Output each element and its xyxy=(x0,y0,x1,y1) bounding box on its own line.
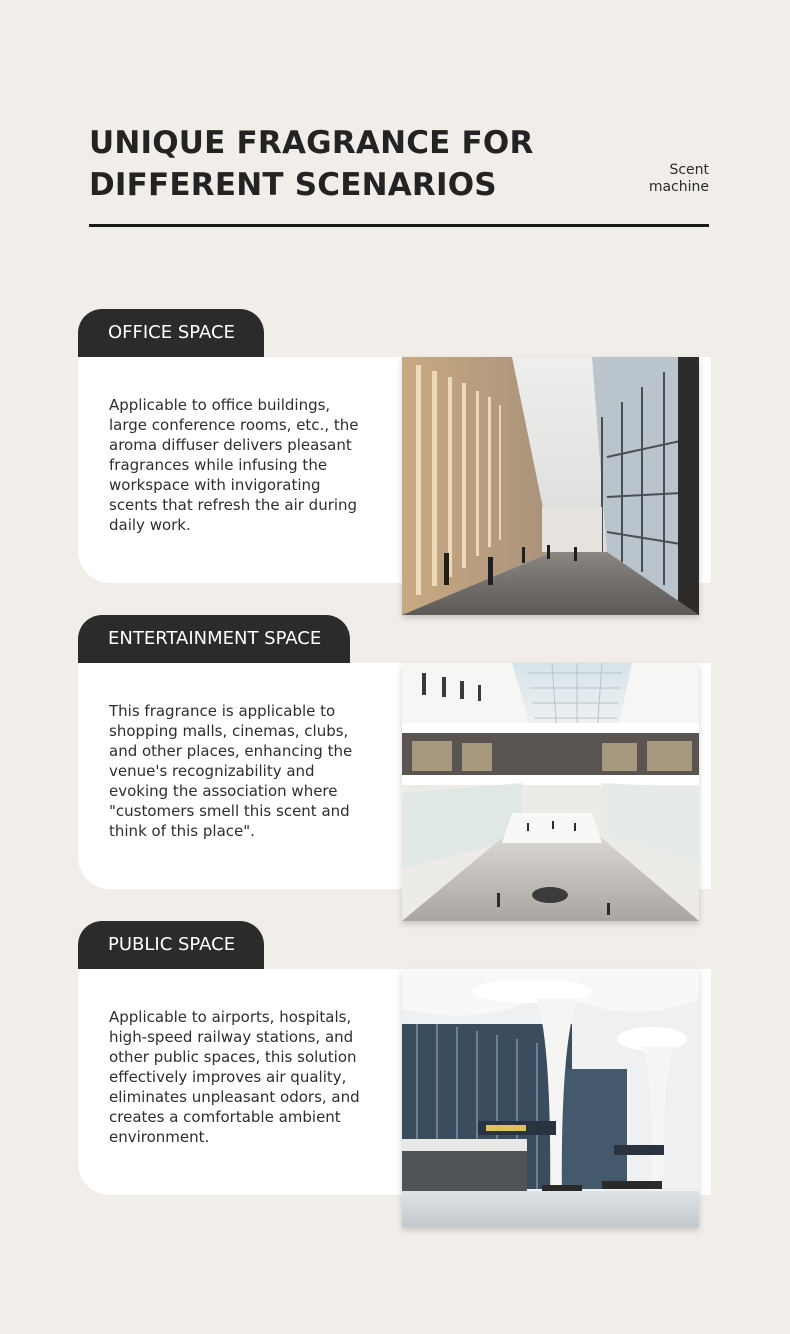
section-description-office: Applicable to office buildings, large conference rooms, etc., the aroma diffuser delivers pleasant fragrances while infusing the workspace with invigorating scents that refresh the air during daily work. xyxy=(109,396,359,534)
section-tab-entertainment: ENTERTAINMENT SPACE xyxy=(78,615,350,663)
section-tab-office: OFFICE SPACE xyxy=(78,309,264,357)
section-public-space xyxy=(78,921,711,1227)
page-subtitle-line1: Scent xyxy=(669,162,709,178)
page-title-line2: DIFFERENT SCENARIOS xyxy=(89,167,497,203)
page-title-line1: UNIQUE FRAGRANCE FOR xyxy=(89,125,534,161)
page-title xyxy=(89,122,534,206)
section-description-public: Applicable to airports, hospitals, high-speed railway stations, and other public spaces, this solution effectively improves air quality, eliminates unpleasant odors, and creates a comfortable ambient environment. xyxy=(109,1008,360,1146)
section-office-space xyxy=(78,309,711,615)
page-subtitle xyxy=(649,162,709,196)
header-divider xyxy=(89,224,709,227)
section-tab-public: PUBLIC SPACE xyxy=(78,921,264,969)
office-lobby-image xyxy=(402,357,699,615)
shopping-mall-image xyxy=(402,663,699,921)
page-header xyxy=(89,122,709,232)
page-subtitle-line2: machine xyxy=(648,179,709,195)
airport-terminal-image xyxy=(402,969,699,1227)
section-description-entertainment: This fragrance is applicable to shopping malls, cinemas, clubs, and other places, enhancing the venue's recognizability and evoking the association where "customers smell this scent and think of this place". xyxy=(109,702,353,840)
section-entertainment-space xyxy=(78,615,711,921)
